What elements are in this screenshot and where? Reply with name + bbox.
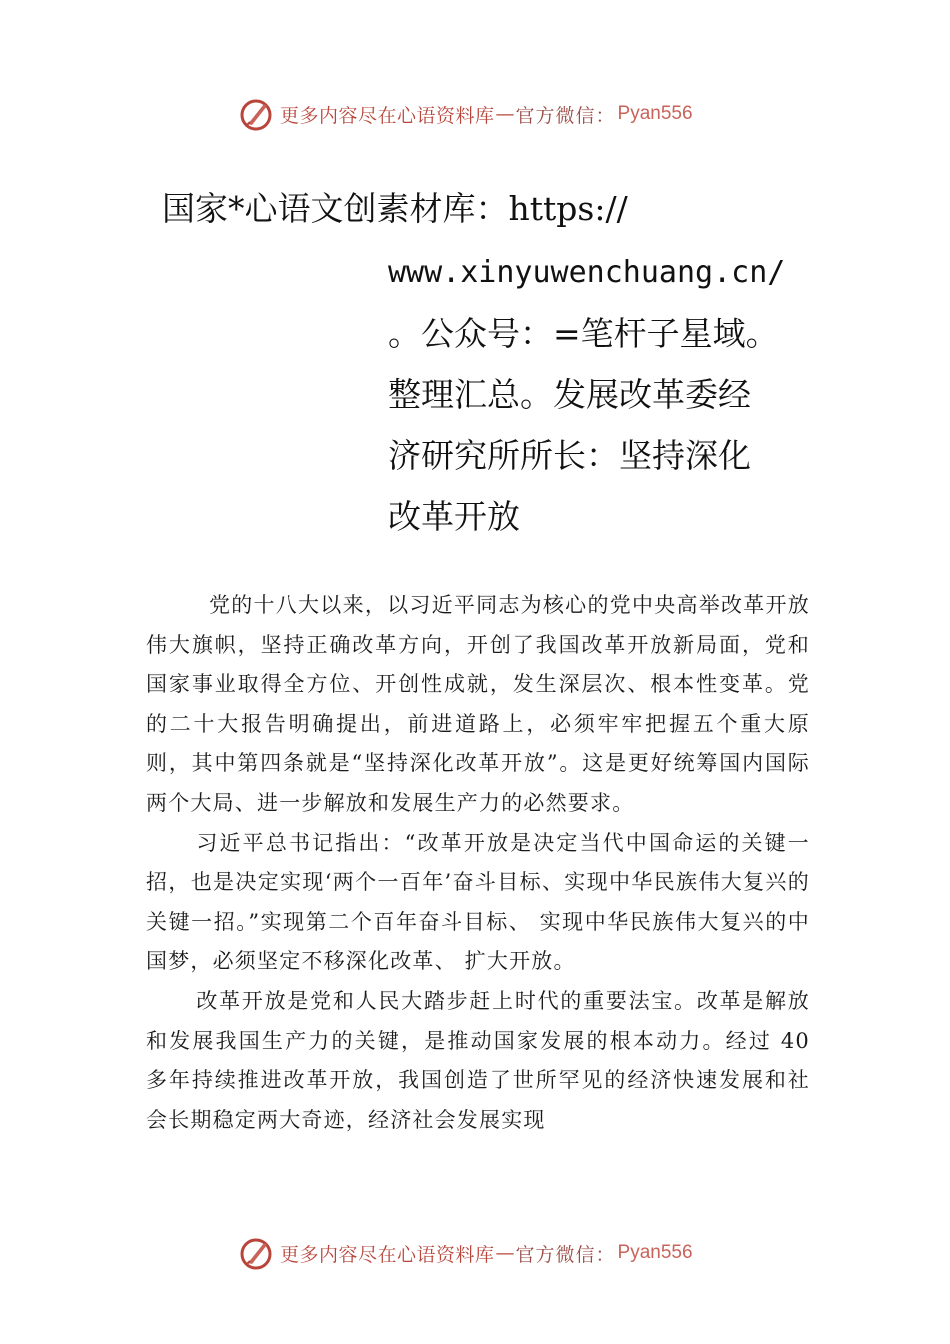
title-line-3: 。公众号：=笔杆子星域。 — [388, 314, 779, 353]
banner-separator: — — [495, 103, 515, 125]
header-banner — [238, 94, 758, 134]
title-line-5: 济研究所所长：坚持深化 — [388, 436, 751, 475]
banner-wechat-id: Pyan556 — [617, 1242, 693, 1263]
banner-wechat-label: 官方微信： — [515, 1243, 616, 1266]
banner-slogan: 更多内容尽在心语资料库 — [280, 104, 495, 127]
paragraph-2: 习近平总书记指出：“改革开放是决定当代中国命运的关键一招，也是决定实现‘两个一百年’奋斗目标、实现中华民族伟大复兴的关键一招。”实现第二个百年奋斗目标、 实现中华民族伟大复兴的中国梦，必须坚定不移深化改革、 扩大开放。 — [146, 830, 810, 974]
title-line-6: 改革开放 — [388, 497, 520, 536]
quill-logo-icon — [238, 1235, 274, 1271]
banner-wechat-label: 官方微信： — [515, 104, 616, 127]
title-line-1: 国家*心语文创素材库：https:// — [162, 189, 628, 228]
article-body — [146, 586, 810, 1140]
banner-separator: — — [495, 1242, 515, 1264]
banner-slogan: 更多内容尽在心语资料库 — [280, 1243, 495, 1266]
paragraph-1: 党的十八大以来，以习近平同志为核心的党中央高举改革开放伟大旗帜，坚持正确改革方向，开创了我国改革开放新局面，党和国家事业取得全方位、开创性成就，发生深层次、根本性变革。党的二十大报告明确提出，前进道路上，必须牢牢把握五个重大原则，其中第四条就是“坚持深化改革开放”。这是更好统筹国内国际两个大局、进一步解放和发展生产力的必然要求。 — [146, 593, 810, 815]
footer-banner — [238, 1233, 758, 1273]
quill-logo-icon — [238, 96, 274, 132]
title-line-2: www.xinyuwenchuang.cn/ — [388, 255, 786, 290]
title-block — [388, 242, 808, 547]
title-line-4: 整理汇总。发展改革委经 — [388, 375, 751, 414]
paragraph-3: 改革开放是党和人民大踏步赶上时代的重要法宝。改革是解放和发展我国生产力的关键，是推动国家发展的根本动力。经过 40 多年持续推进改革开放，我国创造了世所罕见的经济快速发展和社会长期稳定两大奇迹，经济社会发展实现 — [146, 988, 810, 1132]
banner-wechat-id: Pyan556 — [617, 103, 693, 124]
